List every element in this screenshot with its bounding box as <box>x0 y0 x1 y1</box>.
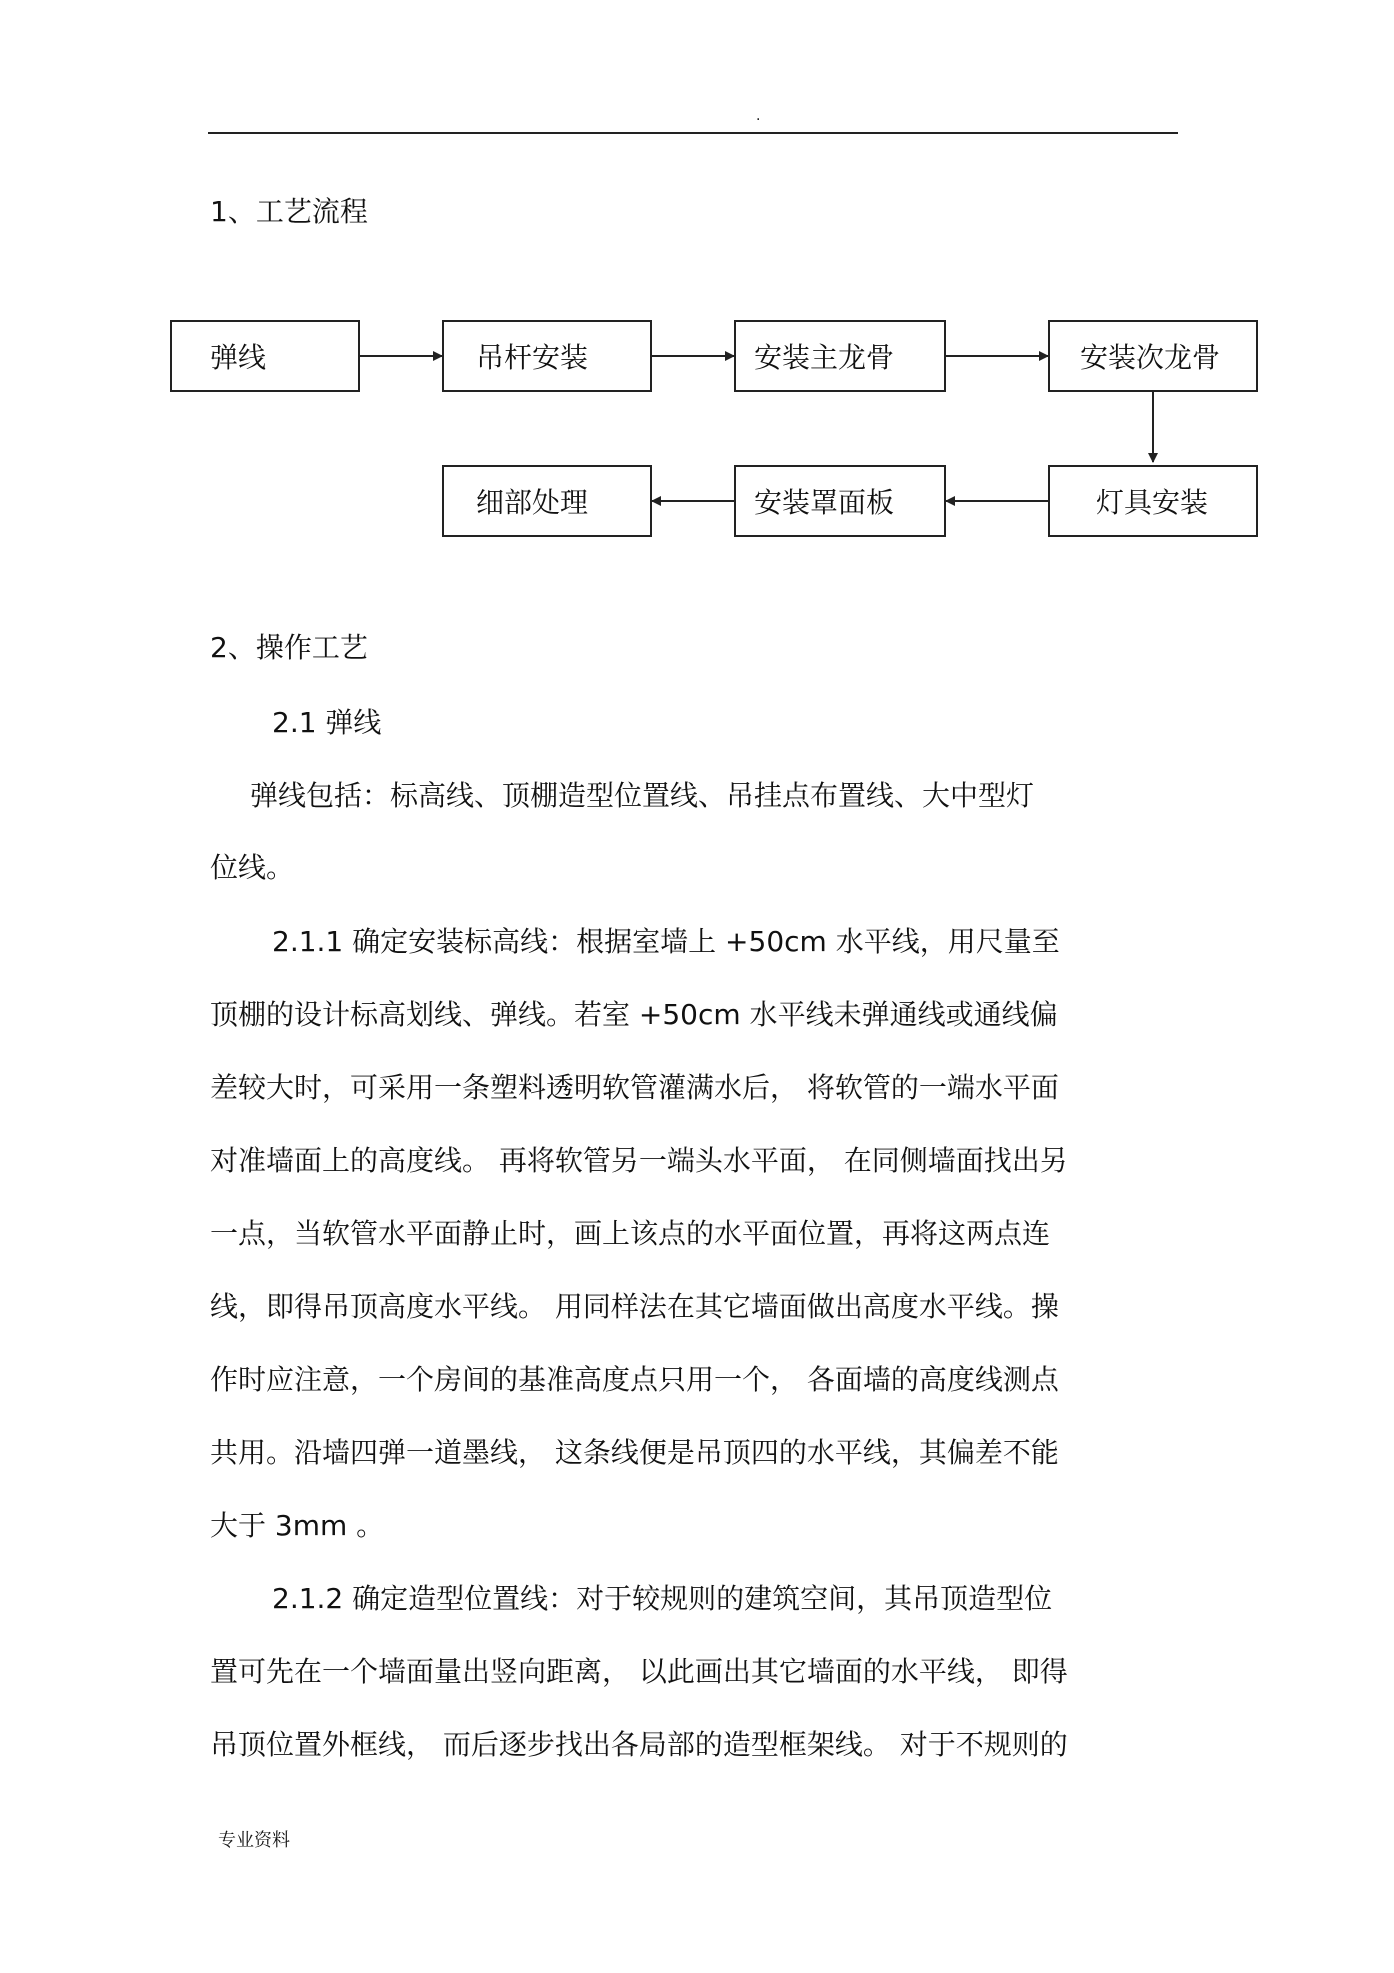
flow-step-label: 细部处理 <box>476 486 589 519</box>
flow-step-tanxian <box>170 320 360 392</box>
body-line: 2.1.2 确定造型位置线：对于较规则的建筑空间，其吊顶造型位 <box>272 1582 1053 1615</box>
flow-step-label: 弹线 <box>210 341 267 374</box>
page-footer: 专业资料 <box>218 1830 290 1851</box>
header-mark: . <box>756 108 761 124</box>
body-line: 吊顶位置外框线， 而后逐步找出各局部的造型框架线。 对于不规则的 <box>210 1728 1068 1761</box>
subsection-2-1-heading: 2.1 弹线 <box>272 706 382 739</box>
body-line: 差较大时，可采用一条塑料透明软管灌满水后， 将软管的一端水平面 <box>210 1071 1059 1104</box>
body-line: 置可先在一个墙面量出竖向距离， 以此画出其它墙面的水平线， 即得 <box>210 1655 1068 1688</box>
flow-step-label: 灯具安装 <box>1096 486 1209 519</box>
body-line: 顶棚的设计标高划线、弹线。若室 +50cm 水平线未弹通线或通线偏 <box>210 998 1058 1031</box>
body-line: 一点，当软管水平面静止时，画上该点的水平面位置，再将这两点连 <box>210 1217 1051 1250</box>
body-line: 共用。沿墙四弹一道墨线， 这条线便是吊顶四的水平线，其偏差不能 <box>210 1436 1059 1469</box>
section-1-heading: 1、工艺流程 <box>210 195 368 228</box>
flow-step-label: 安装主龙骨 <box>754 341 895 374</box>
body-line: 弹线包括：标高线、顶棚造型位置线、吊挂点布置线、大中型灯 <box>250 779 1035 812</box>
body-line: 2.1.1 确定安装标高线：根据室墙上 +50cm 水平线，用尺量至 <box>272 925 1060 958</box>
header-rule <box>208 132 1178 134</box>
flow-step-secondary-keel <box>1048 320 1258 392</box>
body-line: 位线。 <box>210 851 295 884</box>
flow-step-label: 安装罩面板 <box>754 486 895 519</box>
body-line: 线，即得吊顶高度水平线。 用同样法在其它墙面做出高度水平线。操 <box>210 1290 1059 1323</box>
flow-step-label: 安装次龙骨 <box>1080 341 1221 374</box>
body-line: 作时应注意，一个房间的基准高度点只用一个， 各面墙的高度线测点 <box>210 1363 1059 1396</box>
flow-step-hanger-install <box>442 320 652 392</box>
flow-step-main-keel <box>734 320 946 392</box>
flow-step-lighting-install <box>1048 465 1258 537</box>
flow-step-label: 吊杆安装 <box>476 341 589 374</box>
process-flowchart <box>0 300 1394 560</box>
section-2-heading: 2、操作工艺 <box>210 631 368 664</box>
body-line: 大于 3mm 。 <box>210 1509 385 1542</box>
flow-step-cover-panel <box>734 465 946 537</box>
flow-step-detail-work <box>442 465 652 537</box>
body-line: 对准墙面上的高度线。 再将软管另一端头水平面， 在同侧墙面找出另 <box>210 1144 1068 1177</box>
